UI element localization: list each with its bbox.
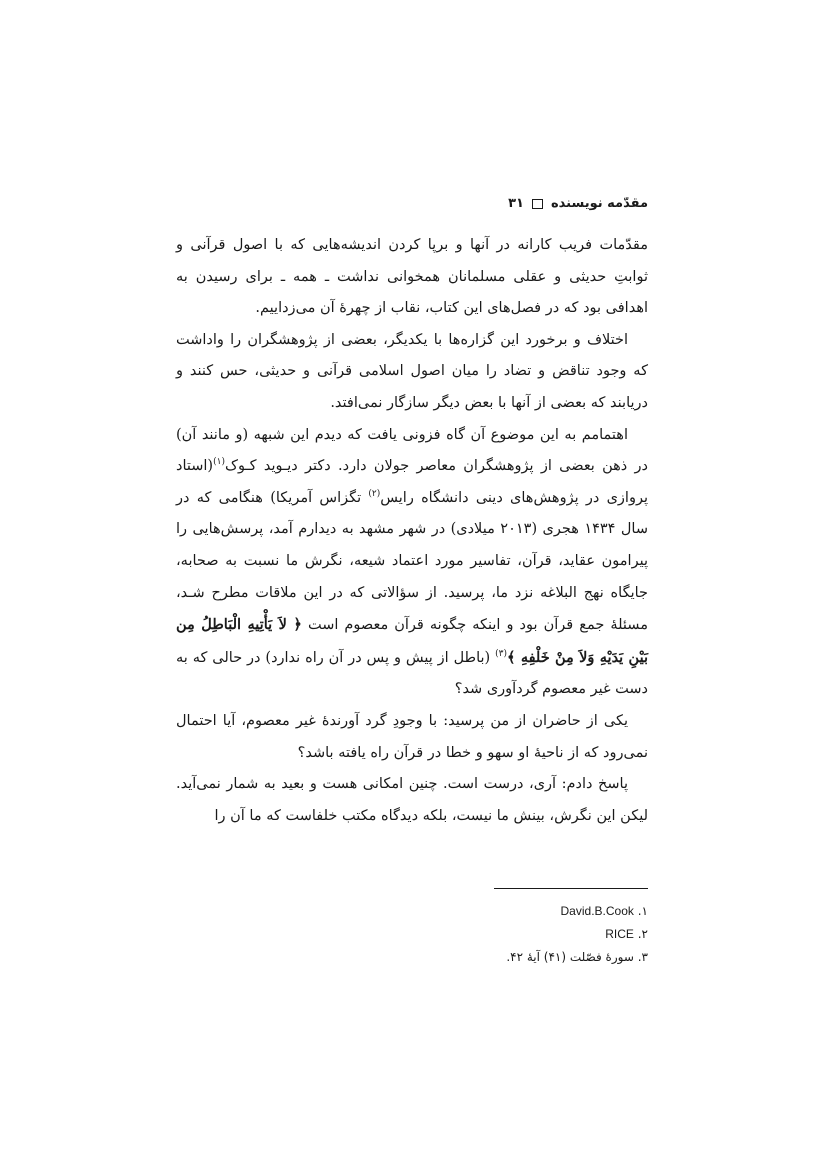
page-number: ۳۱ <box>508 196 524 211</box>
running-header <box>508 196 648 211</box>
footnote-text: David.B.Cook <box>560 904 634 918</box>
body-text <box>176 230 648 832</box>
paragraph: مقدّمات فریب کارانه در آنها و برپا کردن اندیشه‌هایی که با اصول قرآنی و ثوابتِ حدیثی و عقلی مسلمانان همخوانی نداشت ـ همه ـ برای رسیدن به اهدافی بود که در فصل‌های این کتاب، نقاب از چهرهٔ آن می‌زداییم. <box>176 237 648 317</box>
footnote-text: سورهٔ فصّلت (۴۱) آیهٔ ۴۲. <box>506 950 634 964</box>
paragraph-text: اهتمامم به این موضوع آن گاه فزونی یافت که دیدم این شبهه (و مانند آن) در ذهن بعضی از پژوهشگران معاصر جولان دارد. دکتر دیـوید کـوک <box>176 426 648 475</box>
paragraph-text: تگزاس آمریکا) هنگامی که در سال ۱۴۳۴ هجری (۲۰۱۳ میلادی) در شهر مشهد به دیدارم آمد، پرسش‌هایی را پیرامون عقاید، قرآن، تفاسیر مورد اعتماد شیعه، نگرش ما نسبت به صحابه، جایگاه نهج البلاغه نزد ما، پرسید. از سؤالاتی که در این ملاقات مطرح شـد، مسئلهٔ جمع قرآن بود و اینکه چگونه قرآن معصوم است <box>176 489 648 634</box>
square-ornament-icon <box>532 199 543 209</box>
footnote-item <box>348 946 648 969</box>
footnotes <box>348 900 648 969</box>
paragraph-text: (استاد پروازی در پژوهش‌های دینی دانشگاه رایس <box>176 458 649 506</box>
footnote-ref[interactable]: (۳) <box>495 648 507 659</box>
paragraph: پاسخ دادم: آری، درست است. چنین امکانی هست و بعید به شمار نمی‌آید. لیکن این نگرش، بینش ما نیست، بلکه دیدگاه مکتب خلفاست که ما آن را <box>176 776 648 824</box>
footnote-number: ۱. <box>637 904 648 918</box>
footnote-divider <box>494 888 648 889</box>
paragraph: اختلاف و برخورد این گزاره‌ها با یکدیگر، بعضی از پژوهشگران را واداشت که وجود تناقض و تضاد را میان اصول اسلامی قرآنی و حدیثی، حس کنند و دریابند که بعضی از آنها با بعض دیگر سازگار نمی‌افتد. <box>176 331 648 411</box>
footnote-text: RICE <box>605 927 634 941</box>
paragraph-text: (باطل از پیش و پس در آن راه ندارد) در حالی که به دست غیر معصوم گردآوری شد؟ <box>176 649 648 698</box>
footnote-item <box>348 923 648 946</box>
paragraph <box>176 420 648 706</box>
footnote-item <box>348 900 648 923</box>
footnote-ref[interactable]: (۱) <box>213 457 225 468</box>
chapter-title: مقدّمه نویسنده <box>550 196 648 211</box>
footnote-ref[interactable]: (۲) <box>368 488 381 499</box>
footnote-number: ۳. <box>637 950 648 964</box>
quran-verse: ﴿ لاَ یَأْتِیهِ الْبَاطِلُ مِن بَیْنِ یَدَیْهِ وَلاَ مِنْ خَلْفِهِ ﴾ <box>176 616 649 666</box>
footnote-number: ۲. <box>637 927 648 941</box>
paragraph: یکی از حاضران از من پرسید: با وجودِ گرد آورندهٔ غیر معصوم، آیا احتمال نمی‌رود که از ناحیهٔ او سهو و خطا در قرآن راه یافته باشد؟ <box>176 712 648 761</box>
